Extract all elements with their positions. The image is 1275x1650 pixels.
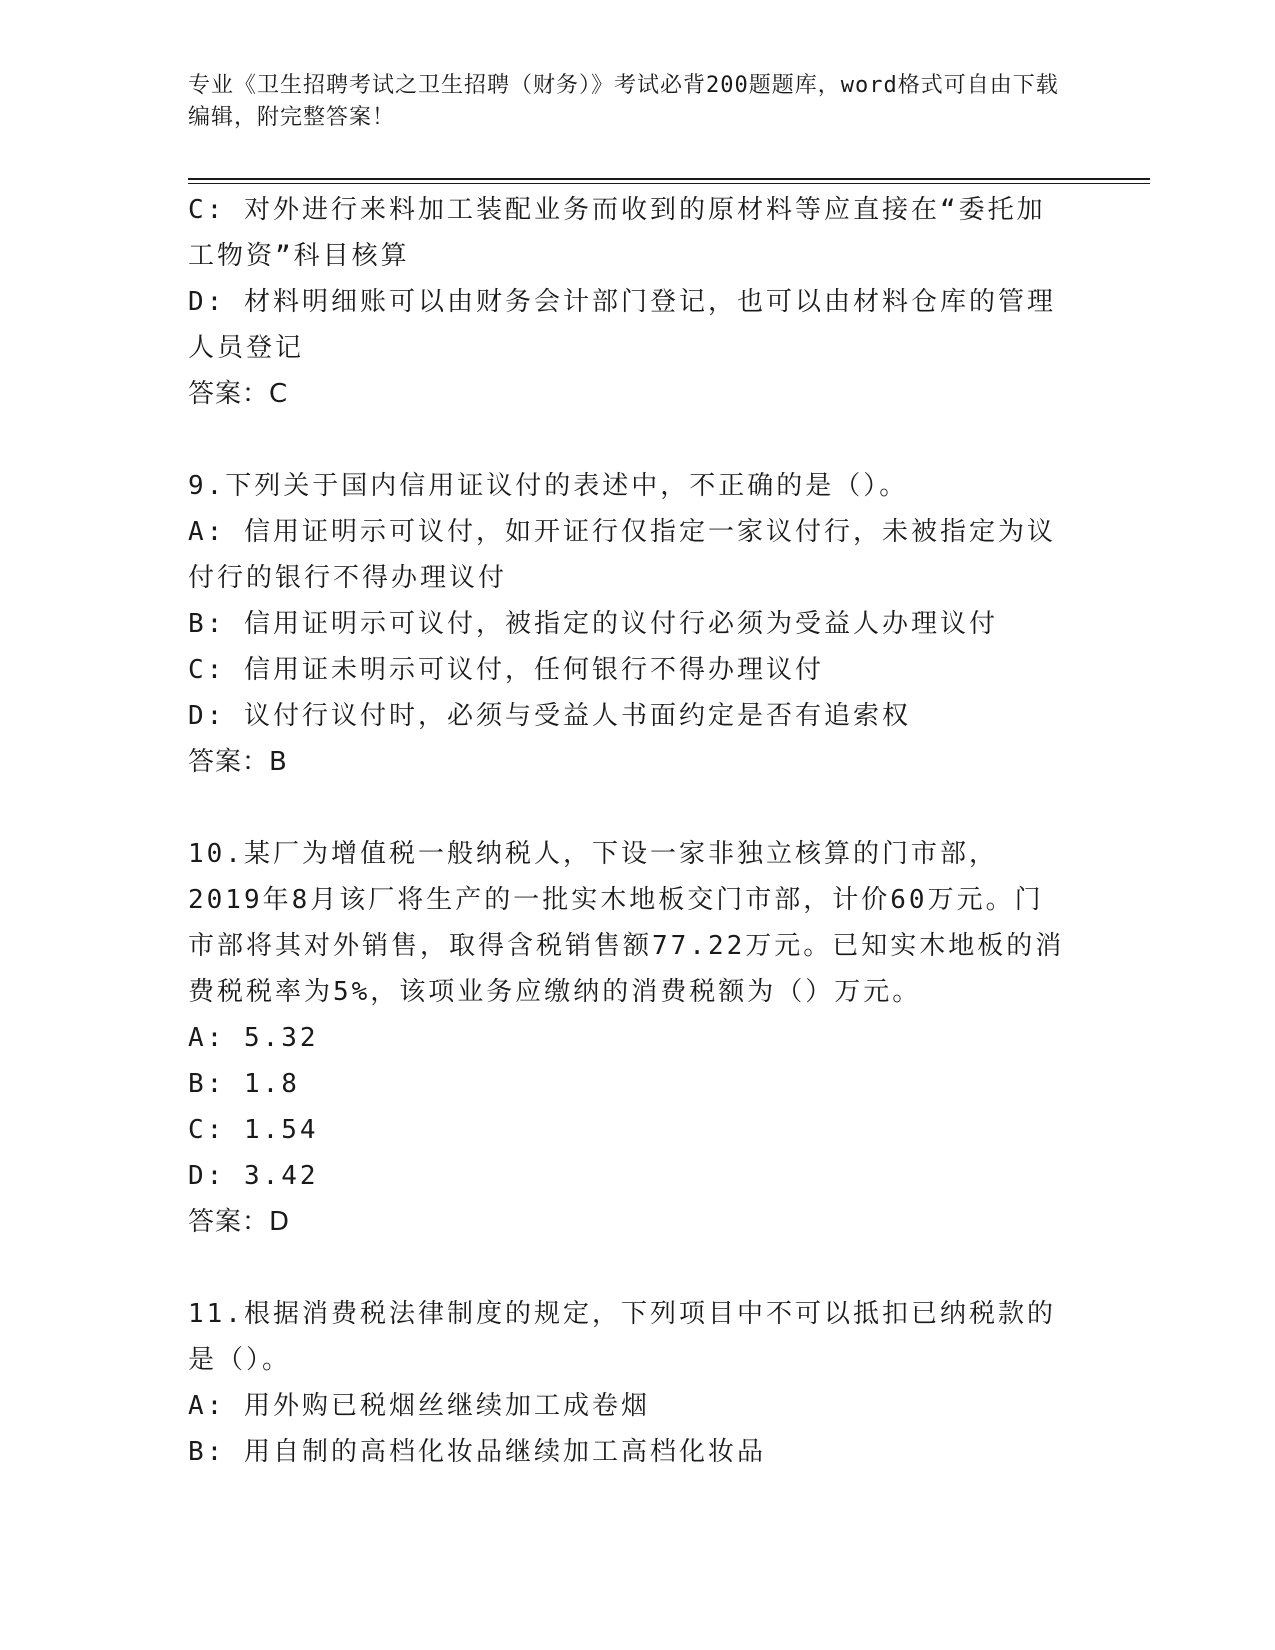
q8-option-c: C: 对外进行来料加工装配业务而收到的原材料等应直接在“委托加工物资”科目核算 xyxy=(188,195,1046,271)
q10-option-a: A: 5.32 xyxy=(188,1023,319,1053)
question-spacer xyxy=(188,785,1068,831)
q9-answer: 答案：B xyxy=(188,747,288,777)
question-spacer xyxy=(188,417,1068,463)
q10-answer: 答案：D xyxy=(188,1207,291,1237)
q11-option-a: A: 用外购已税烟丝继续加工成卷烟 xyxy=(188,1391,650,1421)
q11-stem: 11.根据消费税法律制度的规定，下列项目中不可以抵扣已纳税款的是（）。 xyxy=(188,1299,1056,1375)
question-11 xyxy=(188,1291,1068,1475)
q9-stem: 9.下列关于国内信用证议付的表述中，不正确的是（）。 xyxy=(188,471,909,501)
question-spacer xyxy=(188,1245,1068,1291)
question-10 xyxy=(188,831,1068,1245)
q9-option-d: D: 议付行议付时，必须与受益人书面约定是否有追索权 xyxy=(188,701,911,731)
q9-option-b: B: 信用证明示可议付，被指定的议付行必须为受益人办理议付 xyxy=(188,609,998,639)
header-divider-thick xyxy=(188,178,1150,180)
q9-option-c: C: 信用证未明示可议付，任何银行不得办理议付 xyxy=(188,655,824,685)
question-9 xyxy=(188,463,1068,785)
q10-option-b: B: 1.8 xyxy=(188,1069,300,1099)
q10-stem: 10.某厂为增值税一般纳税人，下设一家非独立核算的门市部，2019年8月该厂将生产的一批实木地板交门市部，计价60万元。门市部将其对外销售，取得含税销售额77.22万元。已知实木地板的消费税税率为5%，该项业务应缴纳的消费税额为（）万元。 xyxy=(188,839,1065,1007)
document-header-note: 专业《卫生招聘考试之卫生招聘（财务）》考试必背200题题库，word格式可自由下载编辑，附完整答案！ xyxy=(188,73,1059,130)
question-list xyxy=(188,187,1068,1475)
header-divider-thin xyxy=(188,183,1150,184)
q8-answer: 答案：C xyxy=(188,379,289,409)
q10-option-d: D: 3.42 xyxy=(188,1161,319,1191)
question-8 xyxy=(188,187,1068,417)
q8-option-d: D: 材料明细账可以由财务会计部门登记，也可以由材料仓库的管理人员登记 xyxy=(188,287,1056,363)
q9-option-a: A: 信用证明示可议付，如开证行仅指定一家议付行，未被指定为议付行的银行不得办理议付 xyxy=(188,517,1056,593)
q11-option-b: B: 用自制的高档化妆品继续加工高档化妆品 xyxy=(188,1437,766,1467)
q10-option-c: C: 1.54 xyxy=(188,1115,319,1145)
